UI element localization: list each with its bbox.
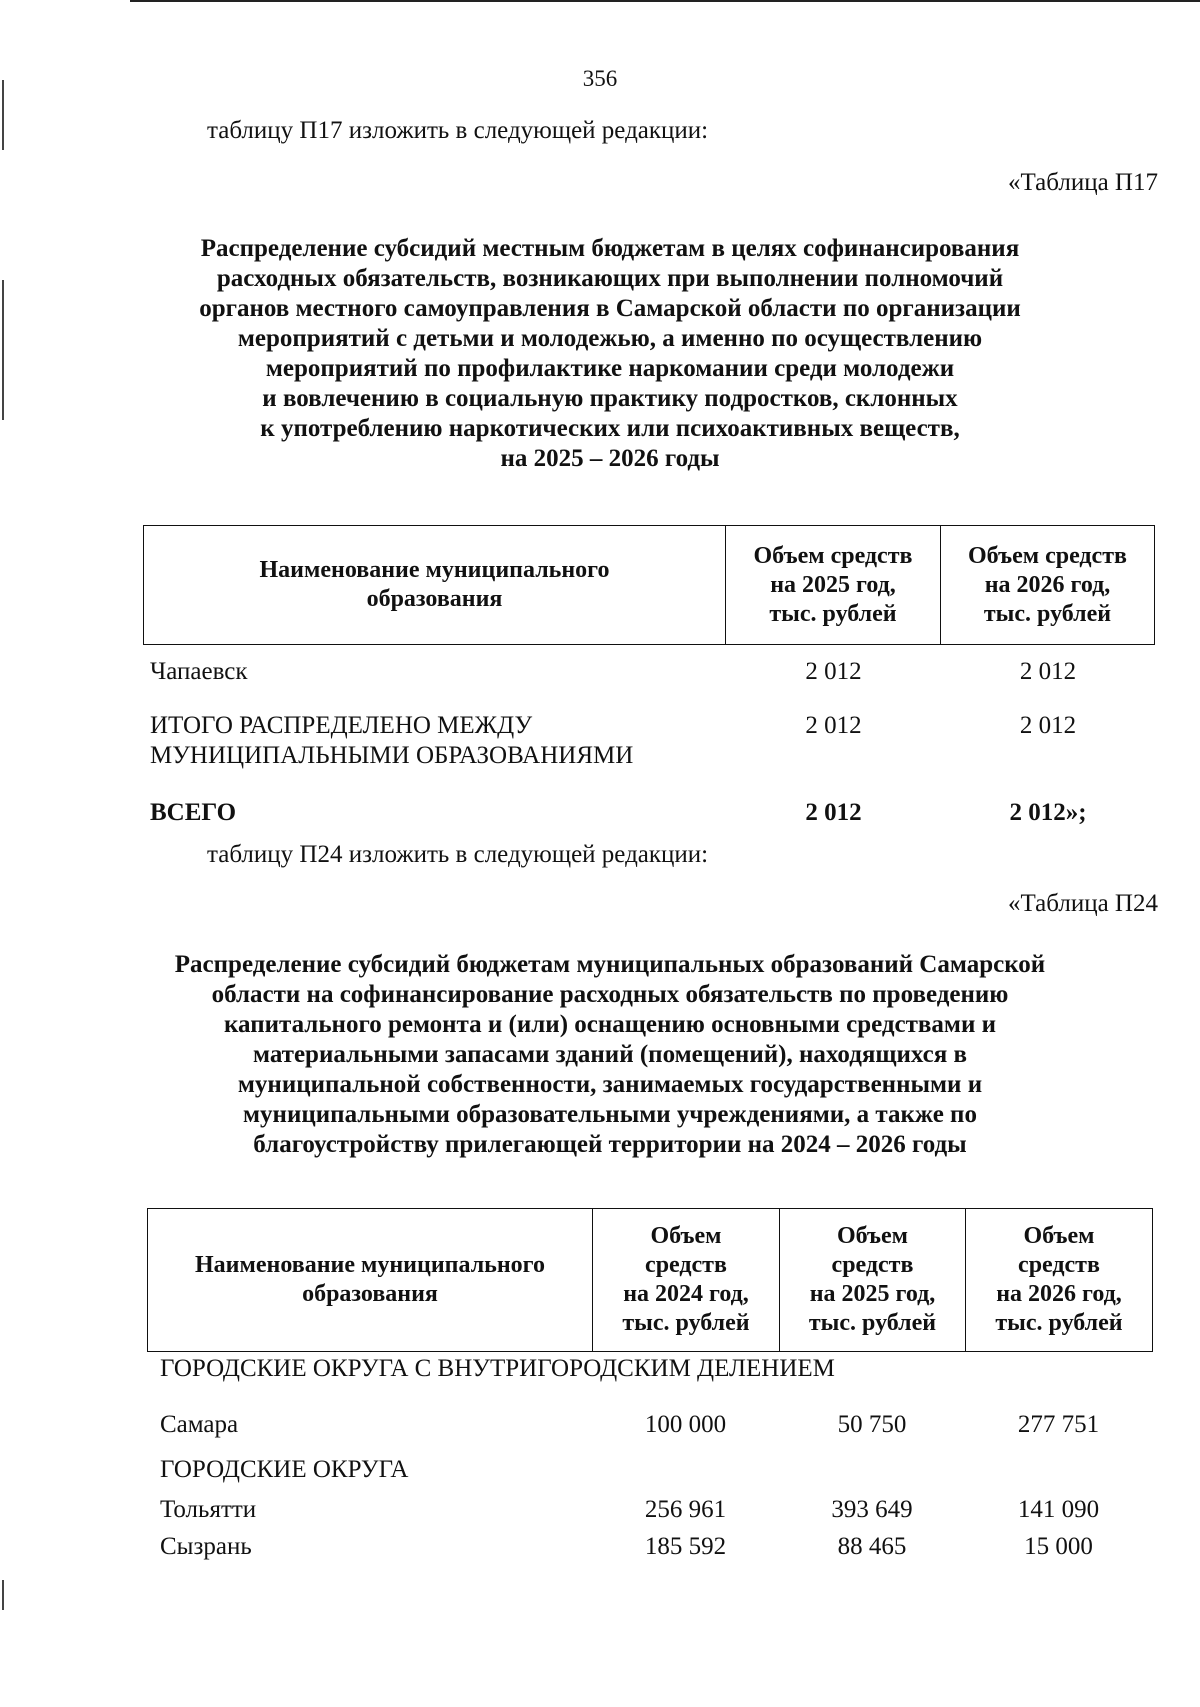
row-value-2026: 277 751 bbox=[1017, 1411, 1100, 1438]
title-line: области на софинансирование расходных обязательств по проведению bbox=[211, 981, 1009, 1008]
row-value-2024: 100 000 bbox=[644, 1411, 727, 1438]
header-amount-2025: Объем средств на 2025 год, тыс. рублей bbox=[726, 526, 941, 645]
row-value-2026: 15 000 bbox=[1024, 1533, 1093, 1560]
title-line: капитального ремонта и (или) оснащению основными средствами и bbox=[224, 1011, 996, 1038]
title-line: мероприятий по профилактике наркомании среди молодежи bbox=[265, 355, 955, 382]
header-amount-2026: Объем средств на 2026 год, тыс. рублей bbox=[966, 1209, 1153, 1352]
group-heading-urban-districts-with-division: ГОРОДСКИЕ ОКРУГА С ВНУТРИГОРОДСКИМ ДЕЛЕНИЕМ bbox=[160, 1355, 835, 1382]
header-amount-2026: Объем средств на 2026 год, тыс. рублей bbox=[941, 526, 1155, 645]
row-value-2025: 88 465 bbox=[837, 1533, 907, 1560]
group-heading-urban-districts: ГОРОДСКИЕ ОКРУГА bbox=[160, 1456, 409, 1483]
title-line: Распределение субсидий бюджетам муниципальных образований Самарской bbox=[174, 951, 1046, 978]
title-line: органов местного самоуправления в Самарской области по организации bbox=[199, 295, 1021, 322]
total-value-2025: 2 012 bbox=[805, 799, 862, 826]
row-value-2024: 256 961 bbox=[644, 1496, 727, 1523]
title-line: благоустройству прилегающей территории на 2024 – 2026 годы bbox=[253, 1131, 967, 1158]
scan-margin-mark bbox=[2, 280, 4, 420]
row-value-2025: 2 012 bbox=[805, 658, 862, 685]
title-line: расходных обязательств, возникающих при выполнении полномочий bbox=[216, 265, 1004, 292]
row-value-2026: 2 012 bbox=[1019, 712, 1077, 739]
table-header-p17 bbox=[143, 525, 1155, 645]
title-line: материальными запасами зданий (помещений), находящихся в bbox=[252, 1041, 968, 1068]
row-value-2026: 141 090 bbox=[1017, 1496, 1100, 1523]
title-line: муниципальными образовательными учреждениями, а также по bbox=[243, 1101, 977, 1128]
row-name-total: ВСЕГО bbox=[150, 799, 237, 826]
row-value-2025: 2 012 bbox=[805, 712, 862, 739]
scan-margin-mark bbox=[2, 1580, 4, 1610]
row-name-chapaevsk: Чапаевск bbox=[150, 658, 248, 685]
total-value-2026: 2 012»; bbox=[1009, 799, 1087, 826]
table-ref-p24: «Таблица П24 bbox=[1008, 890, 1158, 917]
row-name-tolyatti: Тольятти bbox=[160, 1496, 257, 1523]
title-line: к употреблению наркотических или психоактивных веществ, bbox=[260, 415, 960, 442]
row-name-syzran: Сызрань bbox=[160, 1533, 252, 1560]
row-name-itogo: ИТОГО РАСПРЕДЕЛЕНО МЕЖДУ МУНИЦИПАЛЬНЫМИ ОБРАЗОВАНИЯМИ bbox=[150, 712, 634, 769]
table-title-p17 bbox=[130, 234, 1090, 474]
intro-paragraph-p24: таблицу П24 изложить в следующей редакции: bbox=[207, 841, 709, 868]
title-line: Распределение субсидий местным бюджетам в целях софинансирования bbox=[200, 235, 1020, 262]
row-value-2026: 2 012 bbox=[1019, 658, 1077, 685]
header-amount-2024: Объем средств на 2024 год, тыс. рублей bbox=[593, 1209, 780, 1352]
title-line: на 2025 – 2026 годы bbox=[500, 445, 720, 472]
header-amount-2025: Объем средств на 2025 год, тыс. рублей bbox=[780, 1209, 966, 1352]
page-number: 356 bbox=[582, 66, 618, 91]
title-line: и вовлечению в социальную практику подростков, склонных bbox=[262, 385, 958, 412]
table-ref-p17: «Таблица П17 bbox=[1008, 169, 1158, 196]
table-header-p24 bbox=[147, 1208, 1153, 1352]
title-line: муниципальной собственности, занимаемых государственными и bbox=[237, 1071, 983, 1098]
table-title-p24 bbox=[130, 950, 1090, 1160]
header-municipality: Наименование муниципального образования bbox=[148, 1209, 593, 1352]
row-name-samara: Самара bbox=[160, 1411, 239, 1438]
row-value-2025: 50 750 bbox=[837, 1411, 907, 1438]
page-top-rule bbox=[130, 0, 1200, 2]
title-line: мероприятий с детьми и молодежью, а именно по осуществлению bbox=[237, 325, 983, 352]
intro-paragraph-p17: таблицу П17 изложить в следующей редакции: bbox=[207, 117, 709, 144]
row-value-2025: 393 649 bbox=[831, 1496, 913, 1523]
header-municipality: Наименование муниципального образования bbox=[144, 526, 726, 645]
row-value-2024: 185 592 bbox=[644, 1533, 727, 1560]
